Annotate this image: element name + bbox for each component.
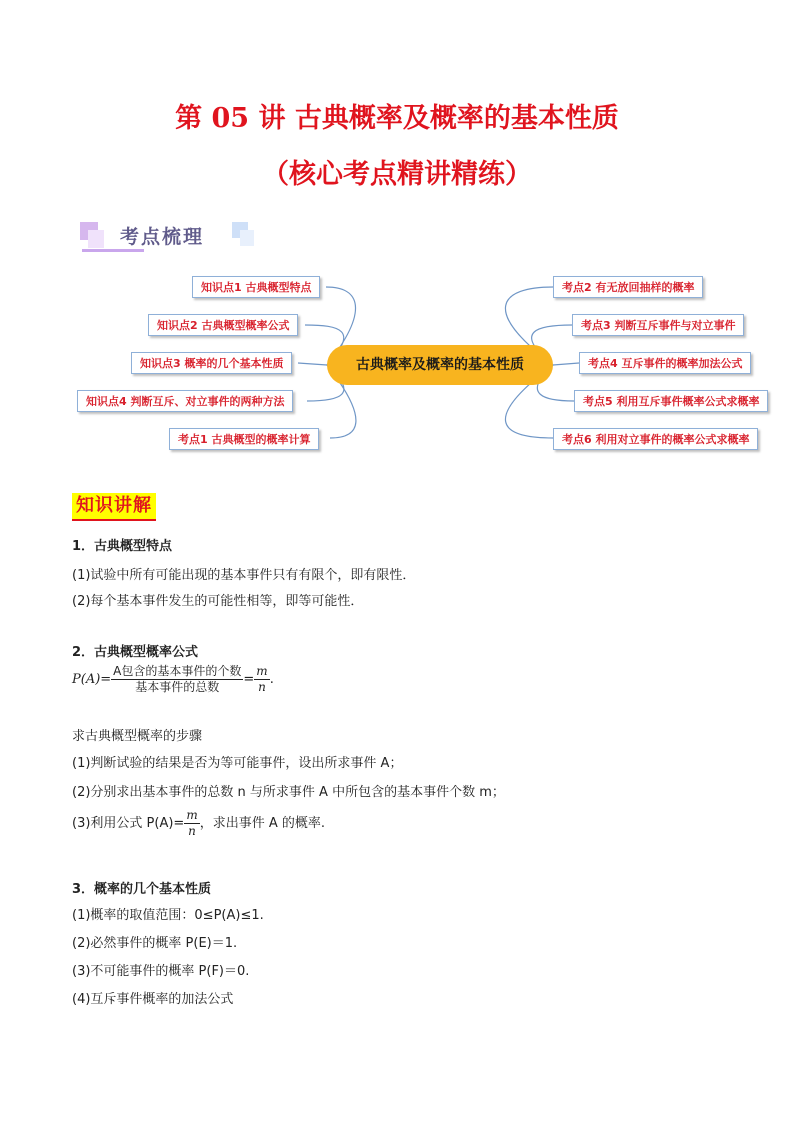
- section-3-item-4: (4)互斥事件概率的加法公式: [72, 992, 234, 1007]
- mind-map-node-right-5: 考点6 利用对立事件的概率公式求概率: [553, 428, 758, 450]
- mind-map-center-node: 古典概率及概率的基本性质: [327, 345, 553, 385]
- formula-end: .: [269, 672, 274, 687]
- banner-decoration: [88, 230, 104, 248]
- section-2-heading: 2．古典概型概率公式: [72, 645, 199, 660]
- page-subtitle: （核心考点精讲精练）: [262, 159, 532, 190]
- step-3: [72, 808, 325, 839]
- steps-title: 求古典概型概率的步骤: [72, 729, 203, 744]
- step-3-fraction: [184, 808, 199, 839]
- knowledge-tag-underline: [72, 519, 156, 521]
- page-title: 第 05 讲 古典概率及概率的基本性质: [175, 103, 619, 134]
- formula-fraction: [111, 664, 243, 695]
- connector-left-3: [298, 363, 327, 365]
- mind-map-node-right-2: 考点3 判断互斥事件与对立事件: [572, 314, 744, 336]
- mind-map-node-left-2: 知识点2 古典概型概率公式: [148, 314, 298, 336]
- mind-map-node-left-3: 知识点3 概率的几个基本性质: [131, 352, 292, 374]
- formula-denominator: 基本事件的总数: [135, 680, 220, 694]
- formula-lhs: P(A)=: [72, 672, 112, 687]
- mind-map-node-right-1: 考点2 有无放回抽样的概率: [553, 276, 703, 298]
- formula-numerator: A包含的基本事件的个数: [113, 664, 242, 678]
- section-3-heading: 3．概率的几个基本性质: [72, 882, 212, 897]
- mind-map-node-right-4: 考点5 利用互斥事件概率公式求概率: [574, 390, 768, 412]
- section-banner: [80, 220, 258, 252]
- probability-formula: [72, 664, 274, 695]
- step-3-suffix: ，求出事件 A 的概率.: [199, 816, 326, 831]
- formula-m-over-n: [254, 664, 269, 695]
- banner-underline: [82, 249, 144, 252]
- banner-decoration: [240, 230, 254, 246]
- knowledge-section-tag: [72, 493, 156, 519]
- section-1-heading: 1．古典概型特点: [72, 539, 173, 554]
- section-3-item-1: (1)概率的取值范围：0≤P(A)≤1.: [72, 908, 264, 923]
- mind-map-node-left-4: 知识点4 判断互斥、对立事件的两种方法: [77, 390, 293, 412]
- mind-map-node-left-1: 知识点1 古典概型特点: [192, 276, 320, 298]
- mind-map: [0, 270, 794, 460]
- connector-right-3: [553, 363, 579, 365]
- formula-n: n: [258, 680, 266, 694]
- knowledge-section-label: 知识讲解: [76, 495, 152, 516]
- section-3-item-3: (3)不可能事件的概率 P(F)＝0.: [72, 964, 250, 979]
- step-3-n: n: [188, 824, 196, 838]
- mind-map-node-left-5: 考点1 古典概型的概率计算: [169, 428, 319, 450]
- formula-m: m: [256, 664, 268, 678]
- step-2: (2)分别求出基本事件的总数 n 与所求事件 A 中所包含的基本事件个数 m；: [72, 785, 505, 800]
- step-1: (1)判断试验的结果是否为等可能事件，设出所求事件 A；: [72, 756, 403, 771]
- mind-map-node-right-3: 考点4 互斥事件的概率加法公式: [579, 352, 751, 374]
- step-3-prefix: (3)利用公式 P(A)=: [72, 816, 185, 831]
- section-1-item-1: (1)试验中所有可能出现的基本事件只有有限个，即有限性．: [72, 568, 416, 583]
- step-3-m: m: [186, 808, 198, 822]
- section-banner-label: 考点梳理: [120, 226, 205, 248]
- section-3-item-2: (2)必然事件的概率 P(E)＝1.: [72, 936, 238, 951]
- formula-equals: =: [243, 672, 255, 687]
- section-1-item-2: (2)每个基本事件发生的可能性相等，即等可能性．: [72, 594, 364, 609]
